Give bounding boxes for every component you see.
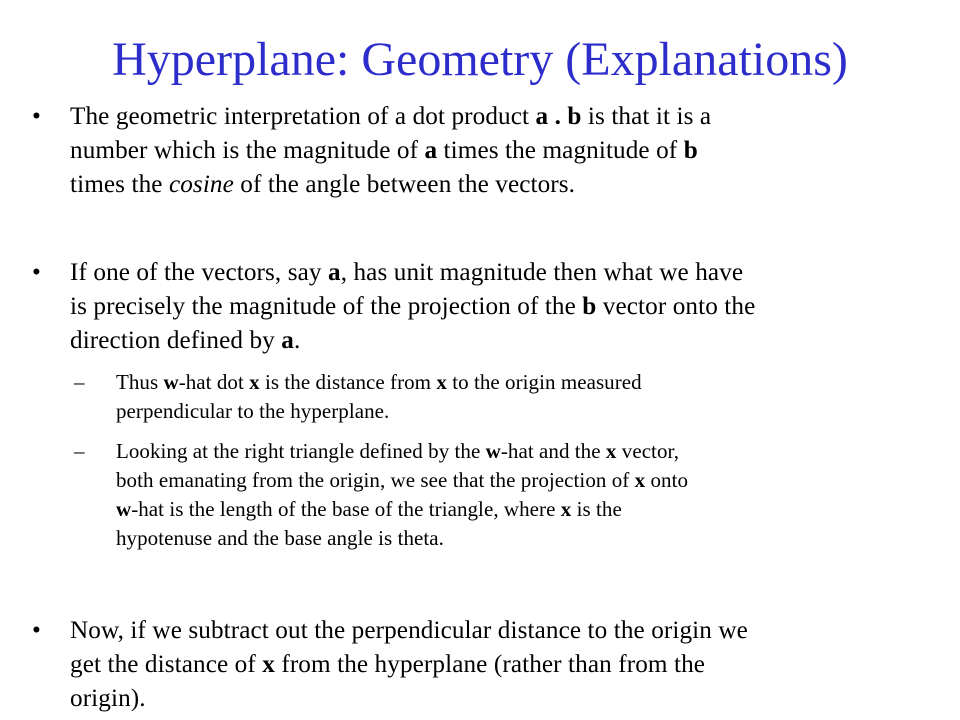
bold-term: a: [424, 137, 438, 164]
italic-term: cosine: [168, 171, 234, 198]
bold-term: b: [582, 293, 597, 320]
text: -hat is the length of the base of the triangle, where: [131, 497, 561, 521]
bold-term: x: [262, 651, 275, 678]
bold-term: x: [634, 468, 646, 492]
bullet-line: [70, 290, 940, 324]
subbullet-line: [116, 368, 916, 397]
text: .: [293, 327, 301, 354]
bold-term: a: [327, 259, 341, 286]
text: is the: [571, 497, 622, 521]
bullet-line: Now, if we subtract out the perpendicular distance to the origin we: [70, 617, 748, 644]
subbullet-w-hat-dot-x: [74, 368, 916, 426]
text: The geometric interpretation of a dot product: [70, 103, 536, 130]
bullet-line: [70, 256, 940, 290]
text: -hat dot: [178, 370, 250, 394]
bold-term: .: [548, 103, 568, 130]
subbullet-line: [116, 437, 916, 466]
text: both emanating from the origin, we see that the projection of: [116, 468, 635, 492]
text: vector,: [616, 439, 679, 463]
text: of the angle between the vectors.: [233, 171, 576, 198]
text: is the distance from: [259, 370, 437, 394]
bullet-line: [70, 100, 940, 134]
text: to the origin measured: [446, 370, 642, 394]
text: number which is the magnitude of: [70, 137, 425, 164]
text: , has unit magnitude then what we have: [340, 259, 744, 286]
text: onto: [645, 468, 689, 492]
text: direction defined by: [70, 327, 282, 354]
text: -hat and the: [500, 439, 606, 463]
dash-marker: –: [74, 439, 85, 463]
bold-term: x: [249, 370, 260, 394]
text: times the magnitude of: [437, 137, 684, 164]
bold-term: x: [605, 439, 617, 463]
subbullet-line: [116, 495, 916, 524]
text: Looking at the right triangle defined by the: [116, 439, 486, 463]
text: times the: [70, 171, 169, 198]
bold-term: a: [281, 327, 294, 354]
slide-title: Hyperplane: Geometry (Explanations): [112, 33, 848, 86]
bullet-marker: •: [32, 617, 41, 644]
bullet-line: [70, 168, 940, 202]
bold-term: w: [485, 439, 501, 463]
bold-term: a: [535, 103, 549, 130]
bold-term: x: [436, 370, 447, 394]
text: Thus: [116, 370, 164, 394]
subbullet-line: perpendicular to the hyperplane.: [116, 399, 390, 423]
text: is that it is a: [581, 103, 712, 130]
bold-term: x: [560, 497, 572, 521]
text: get the distance of: [70, 651, 263, 678]
text: vector onto the: [596, 293, 756, 320]
dash-marker: –: [74, 370, 85, 394]
bullet-marker: •: [32, 259, 41, 286]
subbullet-right-triangle: [74, 437, 916, 553]
bullet-unit-magnitude: [32, 256, 940, 358]
bullet-marker: •: [32, 103, 41, 130]
text: from the hyperplane (rather than from the: [274, 651, 706, 678]
bold-term: w: [163, 370, 179, 394]
text: If one of the vectors, say: [70, 259, 328, 286]
bullet-line: [70, 134, 940, 168]
text: is precisely the magnitude of the projection of the: [70, 293, 583, 320]
bullet-line: [70, 324, 940, 358]
bullet-subtract-distance: [32, 614, 940, 716]
bold-term: b: [567, 103, 582, 130]
subbullet-line: hypotenuse and the base angle is theta.: [116, 526, 444, 550]
bullet-line: origin).: [70, 685, 146, 712]
bold-term: b: [683, 137, 698, 164]
bold-term: w: [116, 497, 132, 521]
subbullet-line: [116, 466, 916, 495]
bullet-dot-product: [32, 100, 940, 202]
bullet-line: [70, 648, 940, 682]
